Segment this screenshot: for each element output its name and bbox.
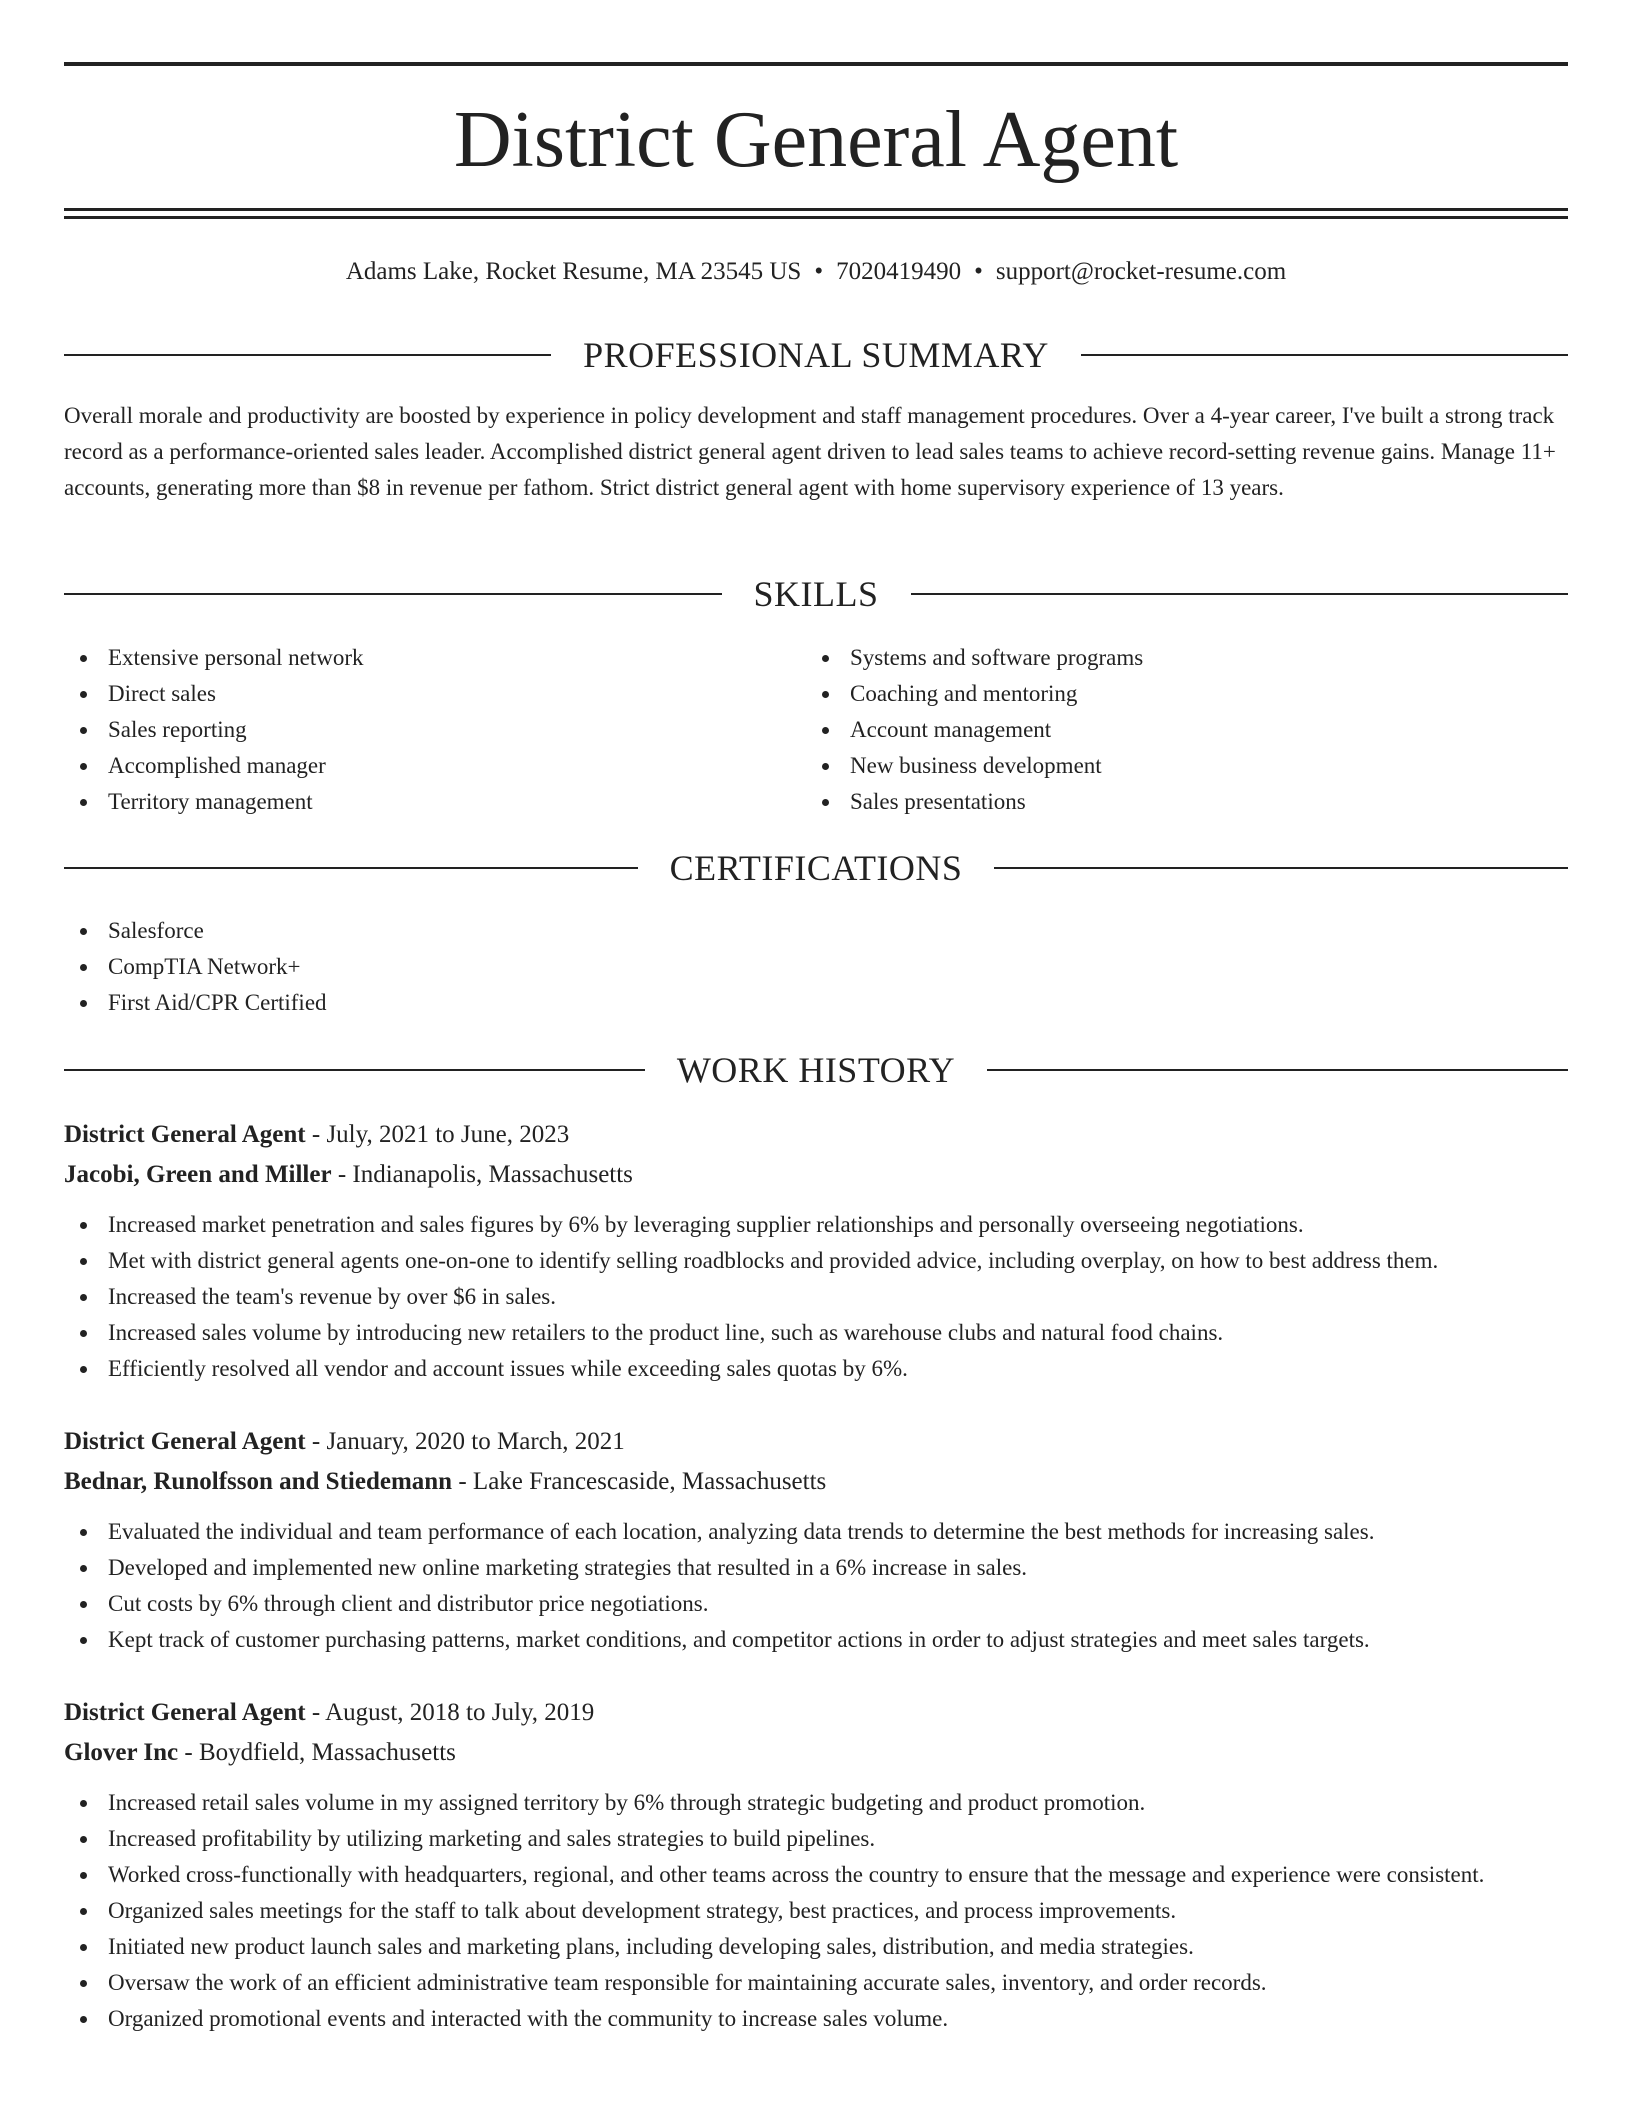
job-company: Jacobi, Green and Miller (64, 1161, 332, 1188)
job-location: Lake Francescaside, Massachusetts (472, 1468, 827, 1495)
job-bullet: Developed and implemented new online marketing strategies that resulted in a 6% increase in sales. (64, 1550, 1568, 1586)
resume-title: District General Agent (453, 96, 1179, 184)
job-company-line (64, 1733, 1568, 1773)
dash: - (305, 1121, 327, 1148)
job-bullet: Kept track of customer purchasing patterns, market conditions, and competitor actions in order to adjust strategies and meet sales targets. (64, 1622, 1568, 1658)
job-bullet: Increased the team's revenue by over $6 in sales. (64, 1279, 1568, 1315)
skill-item: Territory management (64, 784, 764, 820)
job-bullet: Increased sales volume by introducing new retailers to the product line, such as warehouse clubs and natural food chains. (64, 1315, 1568, 1351)
section-heading-summary (64, 333, 1568, 377)
job-entry (64, 1115, 1568, 1387)
dash: - (331, 1161, 353, 1188)
dash: - (305, 1428, 327, 1455)
job-bullet: Met with district general agents one-on-one to identify selling roadblocks and provided advice, including overplay, on how to best address them. (64, 1243, 1568, 1279)
certification-item: Salesforce (64, 913, 764, 949)
job-bullet: Cut costs by 6% through client and distributor price negotiations. (64, 1586, 1568, 1622)
job-company: Bednar, Runolfsson and Stiedemann (64, 1468, 453, 1495)
heading-rule-left (64, 593, 722, 595)
job-bullet: Oversaw the work of an efficient administrative team responsible for maintaining accurate sales, inventory, and order records. (64, 1965, 1568, 2001)
title-rule-upper (64, 208, 1568, 211)
heading-rule-right (1081, 354, 1568, 356)
dash: - (178, 1739, 199, 1766)
job-title-line (64, 1422, 1568, 1462)
contact-address: Adams Lake, Rocket Resume, MA 23545 US (345, 258, 802, 285)
dash: - (305, 1699, 326, 1726)
job-bullet: Efficiently resolved all vendor and account issues while exceeding sales quotas by 6%. (64, 1351, 1568, 1387)
contact-separator: • (974, 258, 983, 285)
job-dates: August, 2018 to July, 2019 (325, 1699, 595, 1726)
certification-item: CompTIA Network+ (64, 949, 764, 985)
section-title: CERTIFICATIONS (669, 848, 963, 888)
certification-item: First Aid/CPR Certified (64, 985, 764, 1021)
job-dates: January, 2020 to March, 2021 (326, 1428, 625, 1455)
job-location: Indianapolis, Massachusetts (352, 1161, 633, 1188)
job-bullet: Increased market penetration and sales figures by 6% by leveraging supplier relationships and personally overseeing negotiations. (64, 1207, 1568, 1243)
job-bullet: Increased retail sales volume in my assigned territory by 6% through strategic budgeting and product promotion. (64, 1785, 1568, 1821)
job-title: District General Agent (64, 1699, 306, 1726)
skill-item: Direct sales (64, 676, 764, 712)
heading-rule-right (994, 867, 1568, 869)
job-bullets (64, 1785, 1568, 2037)
job-bullet: Organized promotional events and interacted with the community to increase sales volume. (64, 2001, 1568, 2037)
job-title-line (64, 1693, 1568, 1733)
heading-rule-left (64, 867, 638, 869)
job-title: District General Agent (64, 1121, 306, 1148)
skill-item: Sales presentations (806, 784, 1506, 820)
skills-list-left (64, 640, 764, 820)
skill-item: Sales reporting (64, 712, 764, 748)
heading-rule-right (987, 1069, 1568, 1071)
job-entry (64, 1693, 1568, 2037)
top-rule (64, 62, 1568, 66)
skill-item: Extensive personal network (64, 640, 764, 676)
job-company-line (64, 1155, 1568, 1195)
job-bullet: Initiated new product launch sales and marketing plans, including developing sales, distribution, and media strategies. (64, 1929, 1568, 1965)
heading-rule-left (64, 354, 551, 356)
job-bullets (64, 1514, 1568, 1658)
skill-item: Systems and software programs (806, 640, 1506, 676)
section-title: PROFESSIONAL SUMMARY (583, 335, 1049, 375)
contact-line (64, 254, 1568, 290)
contact-phone: 7020419490 (836, 258, 962, 285)
job-title-line (64, 1115, 1568, 1155)
heading-rule-right (911, 593, 1569, 595)
heading-rule-left (64, 1069, 645, 1071)
job-bullet: Increased profitability by utilizing marketing and sales strategies to build pipelines. (64, 1821, 1568, 1857)
skill-item: Coaching and mentoring (806, 676, 1506, 712)
section-heading-skills (64, 572, 1568, 616)
section-title: SKILLS (753, 574, 879, 614)
job-location: Boydfield, Massachusetts (198, 1739, 456, 1766)
skills-list-right (806, 640, 1506, 820)
dash: - (452, 1468, 473, 1495)
skill-item: Account management (806, 712, 1506, 748)
job-dates: July, 2021 to June, 2023 (326, 1121, 570, 1148)
section-title: WORK HISTORY (676, 1050, 956, 1090)
job-bullet: Evaluated the individual and team performance of each location, analyzing data trends to determine the best methods for increasing sales. (64, 1514, 1568, 1550)
certifications-list (64, 913, 764, 1021)
summary-text: Overall morale and productivity are boosted by experience in policy development and staff management procedures. Over a 4-year career, I've built a strong track record as a performance-oriented sales leader. Accomplished district general agent driven to lead sales teams to achieve record-setting revenue gains. Manage 11+ accounts, generating more than $8 in revenue per fathom. Strict district general agent with home supervisory experience of 13 years. (64, 403, 1556, 500)
section-heading-work-history (64, 1048, 1568, 1092)
skill-item: New business development (806, 748, 1506, 784)
job-bullet: Organized sales meetings for the staff to talk about development strategy, best practices, and process improvements. (64, 1893, 1568, 1929)
skill-item: Accomplished manager (64, 748, 764, 784)
contact-separator: • (814, 258, 824, 285)
job-company-line (64, 1462, 1568, 1502)
section-heading-certifications (64, 846, 1568, 890)
job-bullet: Worked cross-functionally with headquarters, regional, and other teams across the country to ensure that the message and experience were consistent. (64, 1857, 1568, 1893)
contact-email: support@rocket-resume.com (995, 258, 1287, 285)
job-entry (64, 1422, 1568, 1658)
title-rule-lower (64, 216, 1568, 219)
job-bullets (64, 1207, 1568, 1387)
job-company: Glover Inc (64, 1739, 179, 1766)
job-title: District General Agent (64, 1428, 306, 1455)
